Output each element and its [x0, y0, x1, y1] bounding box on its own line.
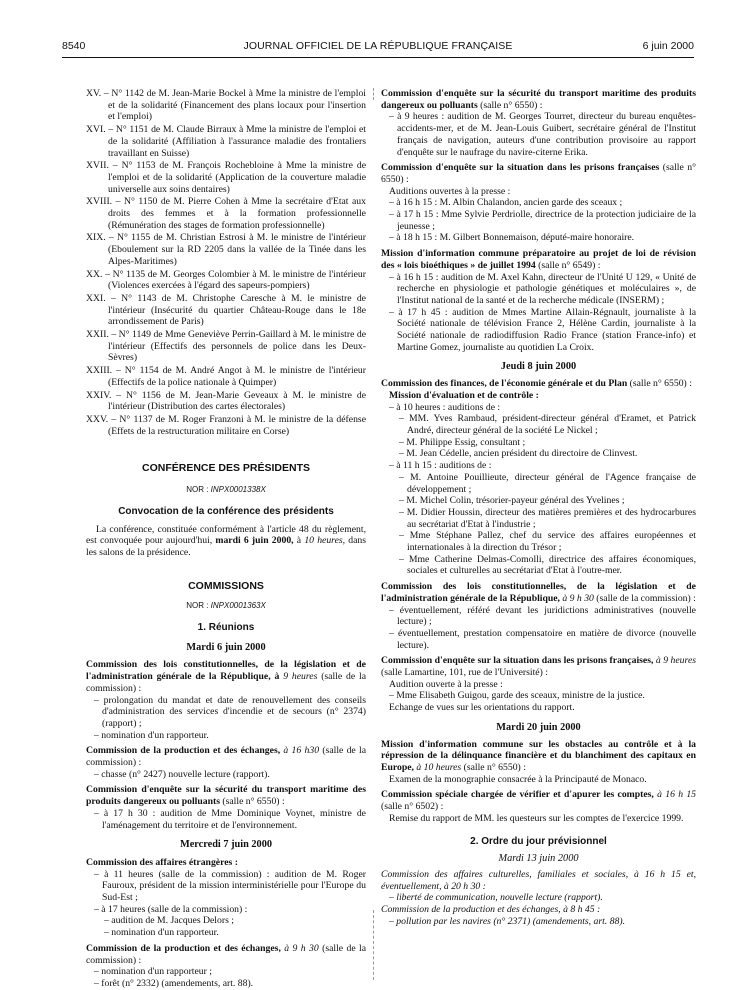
agenda-list	[86, 966, 366, 989]
commission-heading: Commission de la production et des échanges, à 8 h 45 :	[381, 904, 601, 915]
agenda-subitem: – M. Michel Colin, trésorier-payeur général des Yvelines ;	[399, 495, 625, 507]
agenda-item: – à 18 h 15 : M. Gilbert Bonnemaison, député-maire honoraire.	[389, 232, 635, 244]
agenda-subitem: – M. Didier Houssin, directeur des matières premières et des hydrocarbures au secrétariat d'Etat à l'industrie ;	[399, 506, 696, 530]
agenda-list	[86, 808, 366, 831]
agenda-list	[86, 695, 366, 742]
agenda-subitem: – Mme Catherine Delmas-Comolli, directrice des affaires économiques, sociales et culturelles au secrétariat d'Etat à l'outre-mer.	[399, 553, 696, 577]
agenda-list	[381, 605, 696, 652]
agenda-item: – à 17 h 45 : audition de Mmes Martine Allain-Régnault, journaliste à la Société nationale de télévision France 2, Hélène Cardin, journaliste à la Société nationale de radiodiffusion Radio France (station France-info) et Martine Gomez, journaliste au quotidien La Croix.	[389, 306, 696, 353]
agenda-item: – éventuellement, prestation compensatoire en matière de divorce (nouvelle lecture).	[389, 627, 696, 651]
right-column	[381, 88, 696, 927]
day-heading: Mardi 13 juin 2000	[498, 853, 579, 865]
question-item: XXIII. – N° 1154 de M. André Angot à M. le ministre de l'intérieur (Effectifs de la police nationale à Quimper)	[86, 365, 366, 388]
agenda-sublist	[381, 472, 696, 577]
agenda-subitem: – MM. Yves Rambaud, président-directeur général d'Eramet, et Patrick André, directeur général de la société Le Nickel ;	[399, 413, 696, 436]
agenda-item: – à 16 h 15 : M. Albin Chalandon, ancien garde des sceaux ;	[389, 197, 623, 209]
agenda-item: – chasse (n° 2427) nouvelle lecture (rapport).	[94, 768, 270, 780]
agenda-item: – pollution par les navires (n° 2371) (amendements, art. 88).	[389, 915, 625, 927]
commission-heading: Commission d'enquête sur la situation dans les prisons françaises (salle n° 6550) :	[381, 162, 697, 185]
agenda-subitem: – Mme Stéphane Pallez, chef du service des affaires européennes et internationales à la direction du Trésor ;	[399, 530, 696, 554]
question-item: XIX. – N° 1155 de M. Christian Estrosi à M. le ministre de l'intérieur (Eboulement sur la RD 2205 dans la vallée de la Tinée dans les Alpes-Maritimes)	[86, 232, 366, 267]
section-title-commissions: COMMISSIONS	[188, 579, 264, 592]
commission-heading: Commission des affaires étrangères :	[86, 856, 238, 868]
left-column	[86, 88, 366, 990]
agenda-item: – prolongation du mandat et date de renouvellement des conseils d'administration des services d'incendie et de secours (n° 2374) (rapport) ;	[94, 694, 366, 729]
commission-heading: Commission d'enquête sur la sécurité du transport maritime des produits dangereux ou polluants (salle n° 6550) :	[86, 784, 366, 808]
agenda-item: – à 9 heures : audition de M. Georges Tourret, directeur du bureau enquêtes-accidents-mer, et de M. Jean-Louis Guibert, secrétaire général de l'Institut français de navigation, auteurs d'une contribution provisoire au rapport d'enquête sur le naufrage du navire-citerne Erika.	[389, 111, 696, 158]
question-item: XXI. – N° 1143 de M. Christophe Caresche à M. le ministre de l'intérieur (Insécurité du quartier Château-Rouge dans le 18e arrondissement de Paris)	[86, 292, 366, 328]
agenda-sublist	[86, 915, 366, 938]
column-separator	[373, 910, 374, 980]
subsection-ordre-du-jour: 2. Ordre du jour prévisionnel	[470, 836, 607, 848]
agenda-item: – à 16 h 15 : audition de M. Axel Kahn, directeur de l'Unité U 129, « Unité de recherche en physiologie et pathologie génétiques et moléculaires », de l'Institut national de la santé et de la recherche médicale (INSERM) ;	[389, 271, 696, 306]
commission-heading: Commission d'enquête sur la situation dans les prisons françaises, à 9 heures (salle Lamartine, 101, rue de l'Université) :	[381, 655, 697, 679]
journal-title: JOURNAL OFFICIEL DE LA RÉPUBLIQUE FRANÇAISE	[243, 40, 513, 52]
day-heading: Mardi 20 juin 2000	[496, 721, 581, 733]
agenda-item: – Mme Elisabeth Guigou, garde des sceaux, ministre de la justice.	[389, 690, 645, 702]
question-list	[86, 88, 366, 437]
question-item: XXIV. – N° 1156 de M. Jean-Marie Geveaux à M. le ministre de l'intérieur (Distribution des cartes électorales)	[86, 389, 366, 413]
convocation-text: La conférence, constituée conformément à l'article 48 du règlement, est convoquée pour aujourd'hui, mardi 6 juin 2000, à 10 heures, dans les salons de la présidence.	[86, 523, 367, 558]
question-item: XXII. – N° 1149 de Mme Geneviève Perrin-Gaillard à M. le ministre de l'intérieur (Effectifs des personnels de police dans les Deux-Sèvres)	[86, 329, 366, 364]
agenda-note: Remise du rapport de MM. les questeurs sur les comptes de l'exercice 1999.	[389, 812, 684, 824]
header-rule	[62, 57, 694, 58]
subsection-reunions: 1. Réunions	[197, 622, 255, 634]
question-item: XV. – N° 1142 de M. Jean-Marie Bockel à Mme la ministre de l'emploi et de la solidarité (Financement des plans locaux pour l'insertion et l'emploi)	[86, 88, 366, 123]
agenda-item: – à 17 heures (salle de la commission) :	[94, 903, 248, 915]
convocation-title: Convocation de la conférence des présidents	[118, 505, 334, 517]
commission-heading: Commission des lois constitutionnelles, de la législation et de l'administration générale de la République, à 9 heures (salle de la commission) :	[86, 659, 366, 694]
issue-date: 6 juin 2000	[642, 40, 694, 52]
nor-reference: NOR : INPX0001338X	[186, 485, 266, 495]
day-heading: Jeudi 8 juin 2000	[500, 361, 577, 373]
commission-heading: Commission des affaires culturelles, familiales et sociales, à 16 h 15 et, éventuellement, à 20 h 30 :	[381, 868, 696, 892]
agenda-note: Examen de la monographie consacrée à la Principauté de Monaco.	[389, 773, 647, 785]
agenda-item: – nomination d'un rapporteur.	[94, 729, 209, 741]
commission-heading: Mission d'information commune préparatoire au projet de loi de révision des « lois bioéthiques » de juillet 1994 (salle n° 6549) :	[381, 248, 696, 271]
commission-heading: Commission de la production et des échanges, à 16 h30 (salle de la commission) :	[86, 745, 366, 769]
agenda-list	[381, 690, 696, 702]
commission-heading: Mission d'information commune sur les obstacles au contrôle et à la répression de la délinquance financière et du blanchiment des capitaux en Europe, à 10 heures (salle n° 6550) :	[381, 738, 696, 773]
agenda-subitem: – audition de M. Jacques Delors ;	[104, 915, 234, 927]
agenda-note: Echange de vues sur les orientations du rapport.	[389, 702, 575, 714]
column-separator	[373, 88, 374, 100]
question-item: XVIII. – N° 1150 de M. Pierre Cohen à Mme la secrétaire d'Etat aux droits des femmes et à la formation professionnelle (Rémunération des stages de formation professionnelle)	[86, 196, 366, 231]
agenda-list	[381, 916, 696, 928]
page-number: 8540	[62, 40, 86, 52]
agenda-subitem: – M. Antoine Pouillieute, directeur général de l'Agence française de développement ;	[399, 471, 696, 495]
agenda-item: – à 17 h 15 : Mme Sylvie Perdriolle, directrice de la protection judiciaire de la jeunesse ;	[389, 209, 696, 232]
commission-heading: Commission des lois constitutionnelles, de la législation et de l'administration générale de la République, à 9 h 30 (salle de la commission) :	[381, 581, 696, 604]
day-heading: Mercredi 7 juin 2000	[180, 839, 272, 851]
agenda-intro: Audition ouverte à la presse :	[389, 678, 503, 690]
commission-heading: Commission des finances, de l'économie générale et du Plan (salle n° 6550) :	[381, 378, 692, 390]
agenda-item: – à 11 h 15 : auditions de :	[389, 460, 492, 472]
commission-heading: Commission spéciale chargée de vérifier et d'apurer les comptes, à 16 h 15 (salle n° 6502) :	[381, 789, 697, 813]
agenda-item: – liberté de communication, nouvelle lecture (rapport).	[389, 892, 603, 904]
question-item: XXV. – N° 1137 de M. Roger Franzoni à M. le ministre de la défense (Effets de la restructuration militaire en Corse)	[86, 413, 366, 437]
agenda-item: – forêt (n° 2332) (amendements, art. 88).	[94, 978, 254, 989]
day-heading: Mardi 6 juin 2000	[186, 641, 266, 653]
agenda-list	[381, 892, 696, 904]
page-header	[62, 40, 694, 56]
commission-heading: Commission de la production et des échanges, à 9 h 30 (salle de la commission) :	[86, 942, 367, 966]
agenda-subitem: – M. Philippe Essig, consultant ;	[399, 436, 526, 448]
agenda-item: – éventuellement, référé devant les juridictions administratives (nouvelle lecture) ;	[389, 604, 696, 628]
agenda-list	[86, 869, 366, 916]
agenda-sublist	[381, 413, 696, 460]
agenda-list	[86, 769, 366, 781]
agenda-subitem: – M. Jean Cédelle, ancien président du directoire de Clinvest.	[399, 448, 638, 460]
agenda-subitem: – nomination d'un rapporteur.	[104, 927, 219, 939]
agenda-list	[381, 197, 696, 244]
commission-heading: Commission d'enquête sur la sécurité du transport maritime des produits dangereux ou polluants (salle n° 6550) :	[381, 88, 696, 111]
mission-heading: Mission d'évaluation et de contrôle :	[389, 389, 539, 401]
section-title-conference: CONFÉRENCE DES PRÉSIDENTS	[141, 462, 311, 475]
agenda-intro: Auditions ouvertes à la presse :	[389, 185, 511, 197]
question-item: XVII. – N° 1153 de M. François Rochebloine à Mme la ministre de l'emploi et de la solidarité (Application de la couverture maladie universelle aux soins dentaires)	[86, 160, 366, 195]
question-item: XX. – N° 1135 de M. Georges Colombier à M. le ministre de l'intérieur (Violences exercées à l'égard des sapeurs-pompiers)	[86, 268, 366, 292]
question-item: XVI. – N° 1151 de M. Claude Birraux à Mme la ministre de l'emploi et de la solidarité (Affiliation à l'assurance maladie des frontaliers travaillant en Suisse)	[86, 124, 366, 159]
agenda-list	[381, 272, 696, 354]
agenda-list	[381, 111, 696, 158]
agenda-item: – nomination d'un rapporteur ;	[94, 966, 212, 978]
nor-reference: NOR : INPX0001363X	[186, 601, 266, 611]
agenda-item: – à 17 h 30 : audition de Mme Dominique Voynet, ministre de l'aménagement du territoire et de l'environnement.	[94, 807, 366, 831]
agenda-item: – à 10 heures : auditions de :	[389, 401, 501, 413]
agenda-item: – à 11 heures (salle de la commission) : audition de M. Roger Fauroux, président de la mission interministérielle pour l'Europe du Sud-Est ;	[94, 868, 366, 904]
